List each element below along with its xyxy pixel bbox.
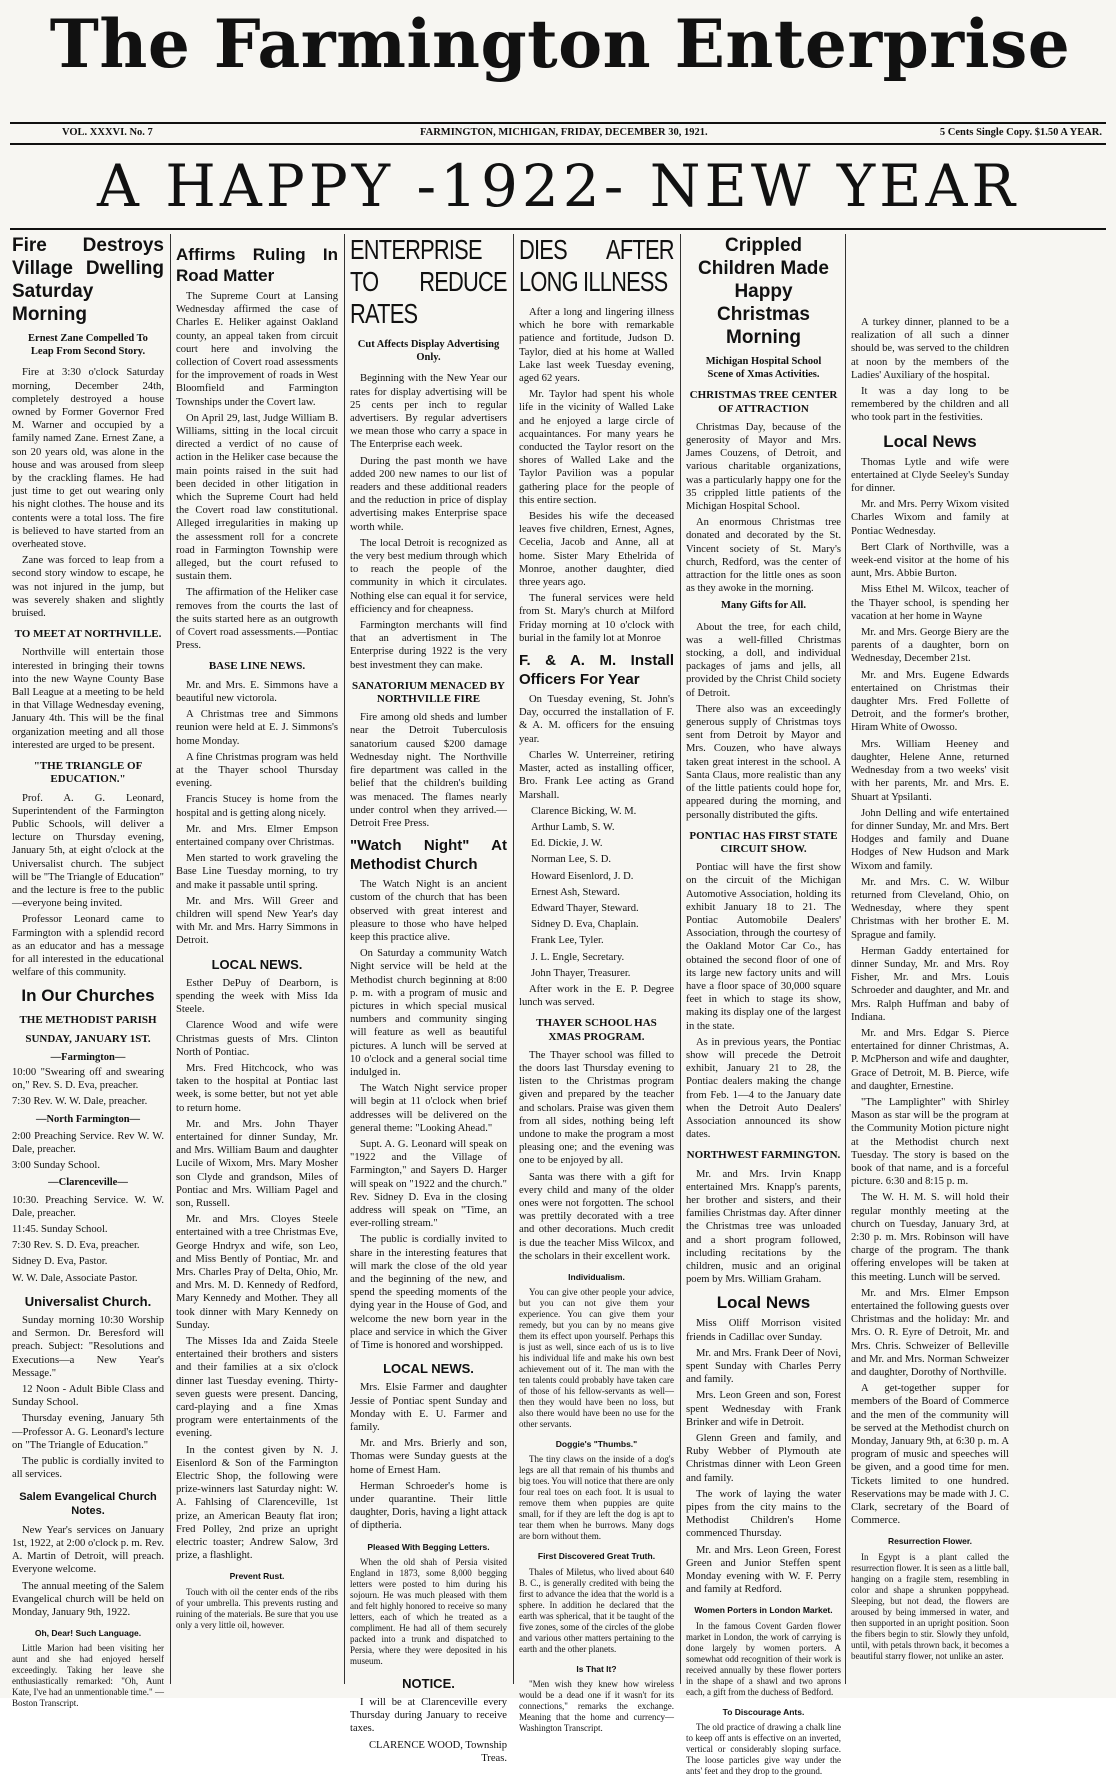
section-heading: First Discovered Great Truth.: [537, 1551, 656, 1562]
service-line: 7:30 Rev. W. W. Dale, preacher.: [12, 1096, 148, 1108]
article-paragraph: Besides his wife the deceased leaves five children, Ernest, Agnes, Cecelia, Jacob and Anne, all at home. Sister Mary Ethelrida of Monroe, another daughter, died three years ago.: [519, 511, 674, 589]
masthead: [0, 0, 1116, 120]
service-line: Sidney D. Eva, Pastor.: [12, 1256, 108, 1268]
article-paragraph: Christmas Day, because of the generosity of Mayor and Mrs. James Couzens, of Detroit, and various charitable organizations, was a particularly happy one for the 35 crippled little patients of the Michigan Hospital School.: [686, 421, 841, 513]
crippled-children-headline: Crippled Children Made Happy Christmas Morning: [698, 235, 829, 348]
article-paragraph: Mr. and Mrs. Brierly and son, Thomas were Sunday guests at the home of Ernest Ham.: [350, 1438, 507, 1476]
churches-heading: In Our Churches: [21, 986, 155, 1006]
officer-line: Norman Lee, S. D.: [531, 854, 612, 866]
article-paragraph: Mr. and Mrs. Elmer Empson entertained the following guests over Christmas and the holiday: Mr. and Mrs. O. R. Eyre of Detroit, Mr. and Mrs. Chris. Schweizer of Belleville and Mr. and Mrs. Norman Schweizer and daughter, Dorothy of Northville.: [851, 1287, 1009, 1379]
issue-info-line: [0, 127, 1116, 143]
article-paragraph: Mr. and Mrs. Elmer Empson entertained company over Christmas.: [176, 823, 338, 848]
dateline: FARMINGTON, MICHIGAN, FRIDAY, DECEMBER 30, 1921.: [420, 127, 708, 138]
article-paragraph: Mrs. Fred Hitchcock, who was taken to the hospital at Pontiac last week, is some better, but not yet able to return home.: [176, 1062, 338, 1114]
article-paragraph: Francis Stucey is home from the hospital and is getting along nicely.: [176, 794, 338, 819]
article-paragraph: Fire at 3:30 o'clock Saturday morning, December 24th, completely destroyed a house owned by Former Governor Fred M. Warner and occupied by a family named Zane. Ernest Zane, a son 20 years old, was alone in the house and was aroused from sleep by the crackling flames. He had just time to get out wearing only his night clothes. The house and its contents were a total loss. The fire is believed to have started from an overheated stove.: [12, 367, 164, 551]
officer-line: J. L. Engle, Secretary.: [531, 951, 625, 963]
headline-spacer: [851, 232, 1106, 316]
article-paragraph: After work in the E. P. Degree lunch was served.: [519, 983, 674, 1009]
service-line: 10:30. Preaching Service. W. W. Dale, preacher.: [12, 1194, 164, 1219]
article-paragraph: On April 29, last, Judge William B. Williams, sitting in the local circuit directed a verdict of no cause of action in the Heliker case because the main points raised in the suit had been decided in other litigation in which the Supreme Court had held the Covert road law constitutional. Alleged irregularities in making up the assessment roll for a concrete road in Farmington Township were alleged, but the court refused to sustain them.: [176, 412, 338, 583]
article-paragraph: "Men wish they knew how wireless would be a dead one if it wasn't for its connections," remarks the exchange. Meaning that the home and currency—Washington Transcript.: [519, 1678, 674, 1733]
officer-line: Frank Lee, Tyler.: [531, 935, 604, 947]
article-paragraph: Touch with oil the center ends of the ribs of your umbrella. This prevents rusting and ruining of the materials. Be sure that you use only a very little oil, however.: [176, 1586, 338, 1630]
rates-deck: Cut Affects Display Advertising Only.: [357, 339, 500, 364]
article-paragraph: Herman Gaddy entertained for dinner Sunday, Mr. and Mrs. Roy Fisher, Mr. and Mrs. Louis Schroeder and daughter, and Mr. and Mrs. Ralph Huffman and baby of Indiana.: [851, 945, 1009, 1023]
article-paragraph: The Thayer school was filled to the doors last Thursday evening to listen to the Christmas program given and prepared by the teacher and scholars. Praise was given them from all sides, nothing being left undone to make the program a most pleasing one; and the evening was one to be enjoyed by all.: [519, 1049, 674, 1167]
article-paragraph: A Christmas tree and Simmons reunion were held at E. J. Simmons's home Monday.: [176, 709, 338, 747]
article-paragraph: The annual meeting of the Salem Evangelical church will be held on Monday, January 9th, 1922.: [12, 1580, 164, 1619]
article-paragraph: The W. H. M. S. will hold their regular monthly meeting at the church on Tuesday, January 3rd, at 2:30 p. m. Mrs. Robinson will have charge of the program. The thank offering envelopes will be taken at this meeting. Lunch will be served.: [851, 1192, 1009, 1283]
article-paragraph: Glenn Green and family, and Ruby Webber of Plymouth ate Christmas dinner with Leon Green and family.: [686, 1433, 841, 1484]
article-paragraph: John Delling and wife entertained for dinner Sunday, Mr. and Mrs. Bert Hodges and family and Duane Hodges of New Hudson and Mark Wixom and family.: [851, 807, 1009, 872]
article-paragraph: Men started to work graveling the Base Line Tuesday morning, to try and make it passable until spring.: [176, 853, 338, 891]
section-heading: CHRISTMAS TREE CENTER OF ATTRACTION: [689, 389, 838, 415]
article-paragraph: Mrs. Elsie Farmer and daughter Jessie of Pontiac spent Sunday and Monday with E. U. Farmer and family.: [350, 1382, 507, 1434]
fire-deck: Ernest Zane Compelled To Leap From Second Story.: [28, 333, 148, 358]
section-heading: Oh, Dear! Such Language.: [34, 1628, 142, 1639]
article-paragraph: A fine Christmas program was held at the Thayer school Thursday evening.: [176, 751, 338, 790]
column-rule: [170, 234, 171, 1684]
subheading: —North Farmington—: [35, 1113, 141, 1125]
article-paragraph: Miss Ethel M. Wilcox, teacher of the Thayer school, is spending her vacation at her home in Wayne: [851, 584, 1009, 622]
article-paragraph: Mr. and Mrs. George Biery are the parents of a daughter, born on Wednesday, December 21st.: [851, 627, 1009, 665]
article-paragraph: During the past month we have added 200 new names to our list of readers and these additional readers and the reduction in price of display advertising makes Enterprise space worth while.: [350, 455, 507, 533]
article-paragraph: Thursday evening, January 5th —Professor A. G. Leonard's lecture on "The Triangle of Education.": [12, 1413, 164, 1451]
article-paragraph: A get-together supper for members of the Board of Commerce and the men of the community will be served at the Methodist church on Monday, January 9th, at 6:30 p. m. A program of music and speeches will be given, and a good time for men. Tickets limited to one hundred. Reservations may be made with J. C. Clark, secretary of the Board of Commerce.: [851, 1383, 1009, 1527]
article-paragraph: The old practice of drawing a chalk line to keep off ants is effective on an inverted, vertical or considerably sloping surface. The loose particles give way under the ants' feet and they drop to the ground.: [686, 1721, 841, 1776]
column-4: [519, 232, 674, 1733]
watch-night-headline: "Watch Night" At Methodist Church: [350, 837, 507, 874]
article-paragraph: Herman Schroeder's home is under quarantine. Their little daughter, Doris, having a light attack of diptheria.: [350, 1480, 507, 1532]
section-heading: LOCAL NEWS.: [211, 956, 303, 972]
article-paragraph: Thomas Lytle and wife were entertained at Clyde Seeley's Sunday for dinner.: [851, 456, 1009, 495]
column-5: [686, 232, 841, 1776]
masthead-rule-top: [10, 122, 1106, 124]
article-paragraph: Mr. and Mrs. John Thayer entertained for dinner Sunday, Mr. and Mrs. William Baum and daughter Lucile of Wixom, Mrs. Mary Mosher son Clyde and grandson, Miles of Pontiac and Mrs. William Pagel and son, Russell.: [176, 1118, 338, 1209]
section-heading: Salem Evangelical Church Notes.: [19, 1491, 157, 1517]
rates-headline: ENTERPRISE TO REDUCE RATES: [350, 234, 507, 329]
article-paragraph: New Year's services on January 1st, 1922, at 2:00 o'clock p. m. Rev. A. Martin of Detroit, will preach. Everyone welcome.: [12, 1524, 164, 1576]
article-paragraph: On Saturday a community Watch Night service will be held at the Methodist church beginning at 8:00 p. m. with a program of music and pictures in which special musical numbers and community singing will feature as well as beautiful pictures. A lunch will be served at 10 o'clock and a general social time indulged in.: [350, 948, 507, 1078]
article-paragraph: Miss Oliff Morrison visited friends in Cadillac over Sunday.: [686, 1318, 841, 1343]
officer-line: Ed. Dickie, J. W.: [531, 838, 603, 850]
article-paragraph: Sunday morning 10:30 Worship and Sermon. Dr. Beresford will preach. Subject: "Resolutions and Executions—a New Year's Message.": [12, 1315, 164, 1379]
article-paragraph: The Misses Ida and Zaida Steele entertained their brothers and sisters and their families at a six o'clock dinner last Tuesday evening. Thirty-seven guests were present. Dancing, card-playing and a fine Xmas program were entertainments of the evening.: [176, 1336, 338, 1440]
local-news-heading: Local News: [883, 431, 977, 451]
article-paragraph: Mr. and Mrs. E. Simmons have a beautiful new victorola.: [176, 679, 338, 704]
section-heading: Resurrection Flower.: [887, 1536, 973, 1547]
new-year-banner: A HAPPY -1922- NEW YEAR: [96, 152, 1020, 220]
article-paragraph: On Tuesday evening, St. John's Day, occurred the installation of F. & A. M. officers for the ensuing year.: [519, 694, 674, 745]
article-paragraph: In the famous Covent Garden flower market in London, the work of carrying is done largely by women porters. A somewhat odd recognition of their work is received annually by these flower porters in the shape of a shawl and two aprons each, a gift from the duchess of Bedford.: [686, 1620, 841, 1697]
officer-line: Arthur Lamb, S. W.: [531, 821, 615, 833]
article-paragraph: Mrs. William Heeney and daughter, Helene Anne, returned Wednesday from a two weeks' visit with her parents, Mr. and Mrs. E. Shuart at Ypsilanti.: [851, 738, 1009, 803]
article-paragraph: After a long and lingering illness which he bore with remarkable patience and fortitude, Judson D. Taylor, died at his home at Walled Lake last week Tuesday evening, aged 62 years.: [519, 307, 674, 385]
road-ruling-headline: Affirms Ruling In Road Matter: [176, 245, 338, 285]
article-paragraph: When the old shah of Persia visited England in 1873, some 8,000 begging letters were posted to him during his sojourn. He was much pleased with them and felt highly honored to receive so many letters, each of which he treated as a compliment. He had all of them securely packed into a trunk and dispatched to Persia, where they were deposited in his museum.: [350, 1556, 507, 1666]
service-line: W. W. Dale, Associate Pastor.: [12, 1272, 138, 1284]
article-paragraph: It was a day long to be remembered by the children and all who took part in the festivities.: [851, 386, 1009, 424]
article-paragraph: The Supreme Court at Lansing Wednesday affirmed the case of Charles E. Heliker against Oakland county, an appeal taken from circuit court here and involving the collection of Covert road assessments for the improvement of roads in West Bloomfield and Farmington Townships under the Covert law.: [176, 291, 338, 408]
article-paragraph: Pontiac will have the first show on the circuit of the Michigan Automotive Association, holding its exhibit January 18 to 21. The Pontiac Automobile Dealers' Association, through the courtesy of the Oakland Motor Car Co., has obtained the second floor of one of its large new factory units and will have a floor space of 30,000 square feet in which to stage its show, making its display one of the largest in the state.: [686, 862, 841, 1032]
service-line: 3:00 Sunday School.: [12, 1160, 100, 1172]
crippled-children-deck: Michigan Hospital School Scene of Xmas Activities.: [705, 356, 822, 381]
subheading: —Clarenceville—: [48, 1177, 128, 1189]
article-paragraph: There also was an exceedingly generous supply of Christmas toys sent from Detroit by Mayor and Mrs. Couzen, who have always taken great interest in the school. A Santa Claus, more realistic than any of the little patients could hope for, appeared during the morning, and personally distributed the gifts.: [686, 703, 841, 821]
article-paragraph: I will be at Clarenceville every Thursday during January to receive taxes.: [350, 1697, 507, 1735]
officer-line: Ernest Ash, Steward.: [531, 886, 620, 898]
section-heading: BASE LINE NEWS.: [208, 660, 306, 673]
article-paragraph: Charles W. Unterreiner, retiring Master, acted as installing officer, Bro. Frank Lee acting as Grand Marshall.: [519, 749, 674, 801]
article-paragraph: The local Detroit is recognized as the very best medium through which to reach the people of the community in which it circulates. Nothing else can equal it for service, efficiency and for cheapness.: [350, 537, 507, 615]
service-line: 7:30 Rev. S. D. Eva, preacher.: [12, 1240, 140, 1252]
masthead-rule-bottom: [10, 143, 1106, 145]
officer-line: Clarence Bicking, W. M.: [531, 805, 637, 817]
article-paragraph: Beginning with the New Year our rates for display advertising will be 25 cents per inch to regular advertisers. By regular advertisers we mean those who carry a space in The Enterprise each week.: [350, 373, 507, 451]
officer-line: Howard Eisenlord, J. D.: [531, 870, 634, 882]
section-heading: NORTHWEST FARMINGTON.: [686, 1149, 841, 1162]
article-paragraph: Little Marion had been visiting her aunt and she had enjoyed herself exceedingly. Taking her leave she enthusiastically remarked: "Oh, Aunt Kate, I've had an unmentionable time." —Boston Transcript.: [12, 1643, 164, 1709]
volume-number: VOL. XXXVI. No. 7: [62, 127, 153, 138]
article-paragraph: The tiny claws on the inside of a dog's legs are all that remain of his thumbs and big toes. You will notice that there are only four real toes on each foot. It is usual to remove them when puppies are quite small, for if they are left the dog is apt to tear them when he burrows. Many dogs are born without them.: [519, 1454, 674, 1542]
column-rule: [680, 234, 681, 1684]
section-heading: Doggie's "Thumbs.": [555, 1439, 638, 1450]
article-paragraph: Farmington merchants will find that an advertisment in The Enterprise during 1922 is the very best investment they can make.: [350, 620, 507, 671]
article-paragraph: As in previous years, the Pontiac show will precede the Detroit exhibit, January 21 to 28, the Pontiac dealers making the change from Feb. 1—4 to the January date when the Detroit Auto Dealers' Association announced its show dates.: [686, 1036, 841, 1141]
article-paragraph: Mr. and Mrs. Edgar S. Pierce entertained for dinner Christmas, A. P. McPherson and wife and daughter, Grace of Detroit, M. B. Pierce, wife and daughter, Ernestine.: [851, 1027, 1009, 1092]
article-paragraph: A turkey dinner, planned to be a realization of all such a dinner should be, was served to the children at noon by the members of the Ladies' Auxiliary of the hospital.: [851, 317, 1009, 381]
article-paragraph: The public is cordially invited to all services.: [12, 1456, 164, 1481]
banner-rule: [10, 228, 1106, 230]
column-rule: [845, 234, 846, 1684]
column-6: [851, 232, 1106, 1687]
article-paragraph: Prof. A. G. Leonard, Superintendent of the Farmington Public Schools, will deliver a lecture on Thursday evening, January 5th, at eight o'clock at the Universalist church. The subject will be "The Triangle of Education" and the lecture is free to the public—everyone being invited.: [12, 792, 164, 910]
article-paragraph: An enormous Christmas tree donated and decorated by the St. Vincent society of St. Mary's church, Redford, was the center of attraction for the little ones as soon as they awoke in the morning.: [686, 517, 841, 595]
subheading: Many Gifts for All.: [721, 600, 806, 612]
section-heading: Universalist Church.: [24, 1293, 152, 1309]
section-heading: THE METHODIST PARISH: [19, 1014, 157, 1027]
subscription-price: 5 Cents Single Copy. $1.50 A YEAR.: [939, 127, 1102, 138]
section-heading: THAYER SCHOOL HAS XMAS PROGRAM.: [536, 1017, 657, 1043]
section-heading: NOTICE.: [402, 1675, 455, 1691]
column-rule: [513, 234, 514, 1684]
article-paragraph: Fire among old sheds and lumber near the Detroit Tuberculosis sanatorium caused $200 damage Wednesday night. The Northville fire department was called in the belief that the children's building was menaced. The flames nearly under control when they arrived.—Detroit Free Press.: [350, 712, 507, 829]
column-1: [12, 232, 164, 1709]
article-paragraph: Mr. and Mrs. Perry Wixom visited Charles Wixom and family at Pontiac Wednesday.: [851, 499, 1009, 537]
section-heading: Individualism.: [568, 1272, 625, 1282]
article-paragraph: In the contest given by N. J. Eisenlord & Son of the Farmington Electric Shop, the following were prize-winners last Saturday night: W. A. Fahlsing of Clarenceville, 1st prize, an American Beauty flat iron; Fred Polley, 2nd prize an upright electric toaster; Andrew Salow, 3rd prize, a flashlight.: [176, 1444, 338, 1562]
section-heading: Women Porters in London Market.: [694, 1605, 833, 1616]
column-rule: [344, 234, 345, 1684]
article-paragraph: The Watch Night is an ancient custom of the church that has been observed with great interest and pleasure to those who have helped keep this practice alive.: [350, 879, 507, 943]
article-paragraph: "The Lamplighter" with Shirley Mason as star will be the program at the Community Motion picture night at the Methodist church next Tuesday. The story is based on the book of that name, and is a forceful picture. 6:30 and 8:15 p. m.: [851, 1096, 1009, 1188]
officer-line: John Thayer, Treasurer.: [531, 967, 631, 979]
officer-line: Sidney D. Eva, Chaplain.: [531, 919, 639, 931]
article-paragraph: Mr. and Mrs. Cloyes Steele entertained with a tree Christmas Eve, George Hndryx and wife, son Leo, and Miss Bently of Pontiac, Mr. and Mrs. Charles Pray of Delta, Ohio, Mr. and Mrs. M. D. Kennedy of Redford, Mary Kennedy and Mother. They all took dinner with Mary Kennedy on Sunday.: [176, 1214, 338, 1331]
article-paragraph: Mr. and Mrs. Will Greer and children will spend New Year's day with Mr. and Mrs. Harry Simmons in Detroit.: [176, 895, 338, 947]
article-paragraph: Esther DePuy of Dearborn, is spending the week with Miss Ida Steele.: [176, 977, 338, 1016]
article-paragraph: Supt. A. G. Leonard will speak on "1922 and the Village of Farmington," and Sayers D. Harger will speak on "1922 and the church." Rev. Sidney D. Eva in the closing address will speak on "Time, an ever-rolling stream.": [350, 1138, 507, 1230]
section-heading: "THE TRIANGLE OF EDUCATION.": [33, 760, 143, 786]
column-3: [350, 232, 507, 1764]
article-paragraph: Zane was forced to leap from a second story window to escape, he was not injured in the jump, but was severely shaken and slightly bruised.: [12, 555, 164, 620]
section-heading: PONTIAC HAS FIRST STATE CIRCUIT SHOW.: [689, 829, 838, 855]
article-paragraph: The funeral services were held from St. Mary's church at Milford Friday morning at 10 o'clock with burial in the family lot at Monroe: [519, 593, 674, 644]
article-paragraph: Mrs. Leon Green and son, Forest spent Wednesday with Frank Brinker and wife in Detroit.: [686, 1390, 841, 1428]
article-paragraph: About the tree, for each child, was a well-filled Christmas stocking, a doll, and individual packages of jams and jells, all provided by the Christ Child society of Detroit.: [686, 621, 841, 699]
column-2: [176, 232, 338, 1687]
article-paragraph: Mr. and Mrs. C. W. Wilbur returned from Cleveland, Ohio, on Wednesday, where they spent Christmas with her brother E. M. Sprague and family.: [851, 876, 1009, 941]
service-line: 11:45. Sunday School.: [12, 1223, 108, 1235]
subheading: —Farmington—: [50, 1051, 126, 1063]
article-paragraph: The work of laying the water pipes from the city mains to the Methodist Children's Home commenced Thursday.: [686, 1488, 841, 1540]
article-paragraph: Thales of Miletus, who lived about 640 B. C., is generally credited with being the first to advance the idea that the world is a sphere. In addition he declared that the earth was spherical, that it be taught of the five zones, some of the circles of the globe and various other matters pertaining to the earth and the other planets.: [519, 1566, 674, 1654]
article-paragraph: Bert Clark of Northville, was a week-end visitor at the home of his aunt, Mrs. Abbie Burton.: [851, 541, 1009, 580]
article-paragraph: Mr. and Mrs. Leon Green, Forest Green and Junior Steffen spent Monday evening with W. F. Perry and family at Redford.: [686, 1544, 841, 1596]
article-paragraph: The public is cordially invited to share in the interesting features that will mark the close of the old year and the beginning of the new, and spend the speeding moments of the dying year in the House of God, and welcome the new born year in the place and service in which the Giver of Time is honored and worshipped.: [350, 1234, 507, 1352]
article-paragraph: Clarence Wood and wife were Christmas guests of Mrs. Clinton North of Pontiac.: [176, 1020, 338, 1058]
fire-headline: Fire Destroys Village Dwelling Saturday Morning: [12, 235, 164, 325]
section-heading: SANATORIUM MENACED BY NORTHVILLE FIRE: [352, 679, 505, 706]
article-paragraph: In Egypt is a plant called the resurrection flower. It is seen as a little ball, hanging on a fragile stem, resembling in color and shape a shrunken poppyhead. Sleeping, but not dead, the flowers are aroused by being immersed in water, and then supported in an upright position. Soon the fibers begin to stir. Slowly they unfold, until, with petals thrown back, it becomes a beautiful starry flower, not unlike an aster.: [851, 1551, 1009, 1661]
section-heading: TO MEET AT NORTHVILLE.: [14, 628, 162, 641]
signature: CLARENCE WOOD, Township Treas.: [368, 1739, 507, 1764]
local-news-heading: Local News: [716, 1293, 811, 1313]
section-heading: Prevent Rust.: [229, 1571, 285, 1582]
service-line: 10:00 "Swearing off and swearing on," Rev. S. D. Eva, preacher.: [12, 1066, 164, 1092]
service-line: 2:00 Preaching Service. Rev W. W. Dale, preacher.: [12, 1130, 164, 1155]
article-paragraph: The Watch Night service proper will begin at 11 o'clock when brief addresses will be delivered on the general theme: "Looking Ahead.": [350, 1083, 507, 1134]
article-paragraph: The affirmation of the Heliker case removes from the courts the last of the suits started here as an outgrowth of Covert road assessments.—Pontiac Press.: [176, 587, 338, 652]
article-paragraph: Professor Leonard came to Farmington with a splendid record as an educator and has a message for all interested in the educational welfare of this community.: [12, 914, 164, 979]
section-heading: Pleased With Begging Letters.: [367, 1541, 490, 1552]
newspaper-title: The Farmington Enterprise: [49, 5, 1071, 83]
officer-line: Edward Thayer, Steward.: [531, 902, 639, 914]
section-heading: SUNDAY, JANUARY 1ST.: [25, 1032, 151, 1045]
section-heading: Is That It?: [576, 1663, 617, 1674]
article-paragraph: Santa was there with a gift for every child and many of the older ones were not forgotten. The school was prettily decorated with a tree and other decorations. Much credit is due the teacher Miss Wilcox, and the scholars in their excellent work.: [519, 1171, 674, 1262]
article-paragraph: Mr. and Mrs. Eugene Edwards entertained on Christmas their daughter Mrs. Fred Follette of Detroit, and the former's brother, Hiram White of Owosso.: [851, 669, 1009, 734]
article-paragraph: Mr. and Mrs. Irvin Knapp entertained Mrs. Knapp's parents, her brother and sisters, and their families Christmas day. After dinner the Christmas tree was unloaded and a short program followed, including recitations by the children, music and an original poem by Mrs. William Graham.: [686, 1168, 841, 1286]
section-heading: To Discourage Ants.: [722, 1706, 805, 1717]
section-heading: LOCAL NEWS.: [383, 1361, 474, 1377]
masons-headline: F. & A. M. Install Officers For Year: [519, 652, 674, 689]
article-paragraph: Mr. and Mrs. Frank Deer of Novi, spent Sunday with Charles Perry and family.: [686, 1347, 841, 1386]
article-paragraph: Mr. Taylor had spent his whole life in the vicinity of Walled Lake and he enjoyed a large circle of acquaintances. For many years he conducted the Taylor resort on the shores of Walled Lake and the Taylor Pavilion was a popular gathering place for the people of this entire section.: [519, 389, 674, 506]
article-paragraph: Northville will entertain those interested in bringing their towns into the new Wayne County Base Ball League at a meeting to be held in that Village Wednesday evening, January 4th. This will be the final organization meeting and all those interested are urged to be present.: [12, 647, 164, 751]
article-paragraph: 12 Noon - Adult Bible Class and Sunday School.: [12, 1384, 164, 1409]
obituary-headline: DIES AFTER LONG ILLNESS: [519, 234, 674, 297]
article-paragraph: You can give other people your advice, but you can not give them your experience. You can give them your remedy, but you can by no means give them its effect upon yourself. Perhaps this is just as well, since each of us is to live his individual life and make his own best achievement out of it. The man with the ten talents could probably have taken care of those of his fellow-servants as well—then they would have been no loss, but also there would have been no use for the other servants.: [519, 1287, 674, 1430]
